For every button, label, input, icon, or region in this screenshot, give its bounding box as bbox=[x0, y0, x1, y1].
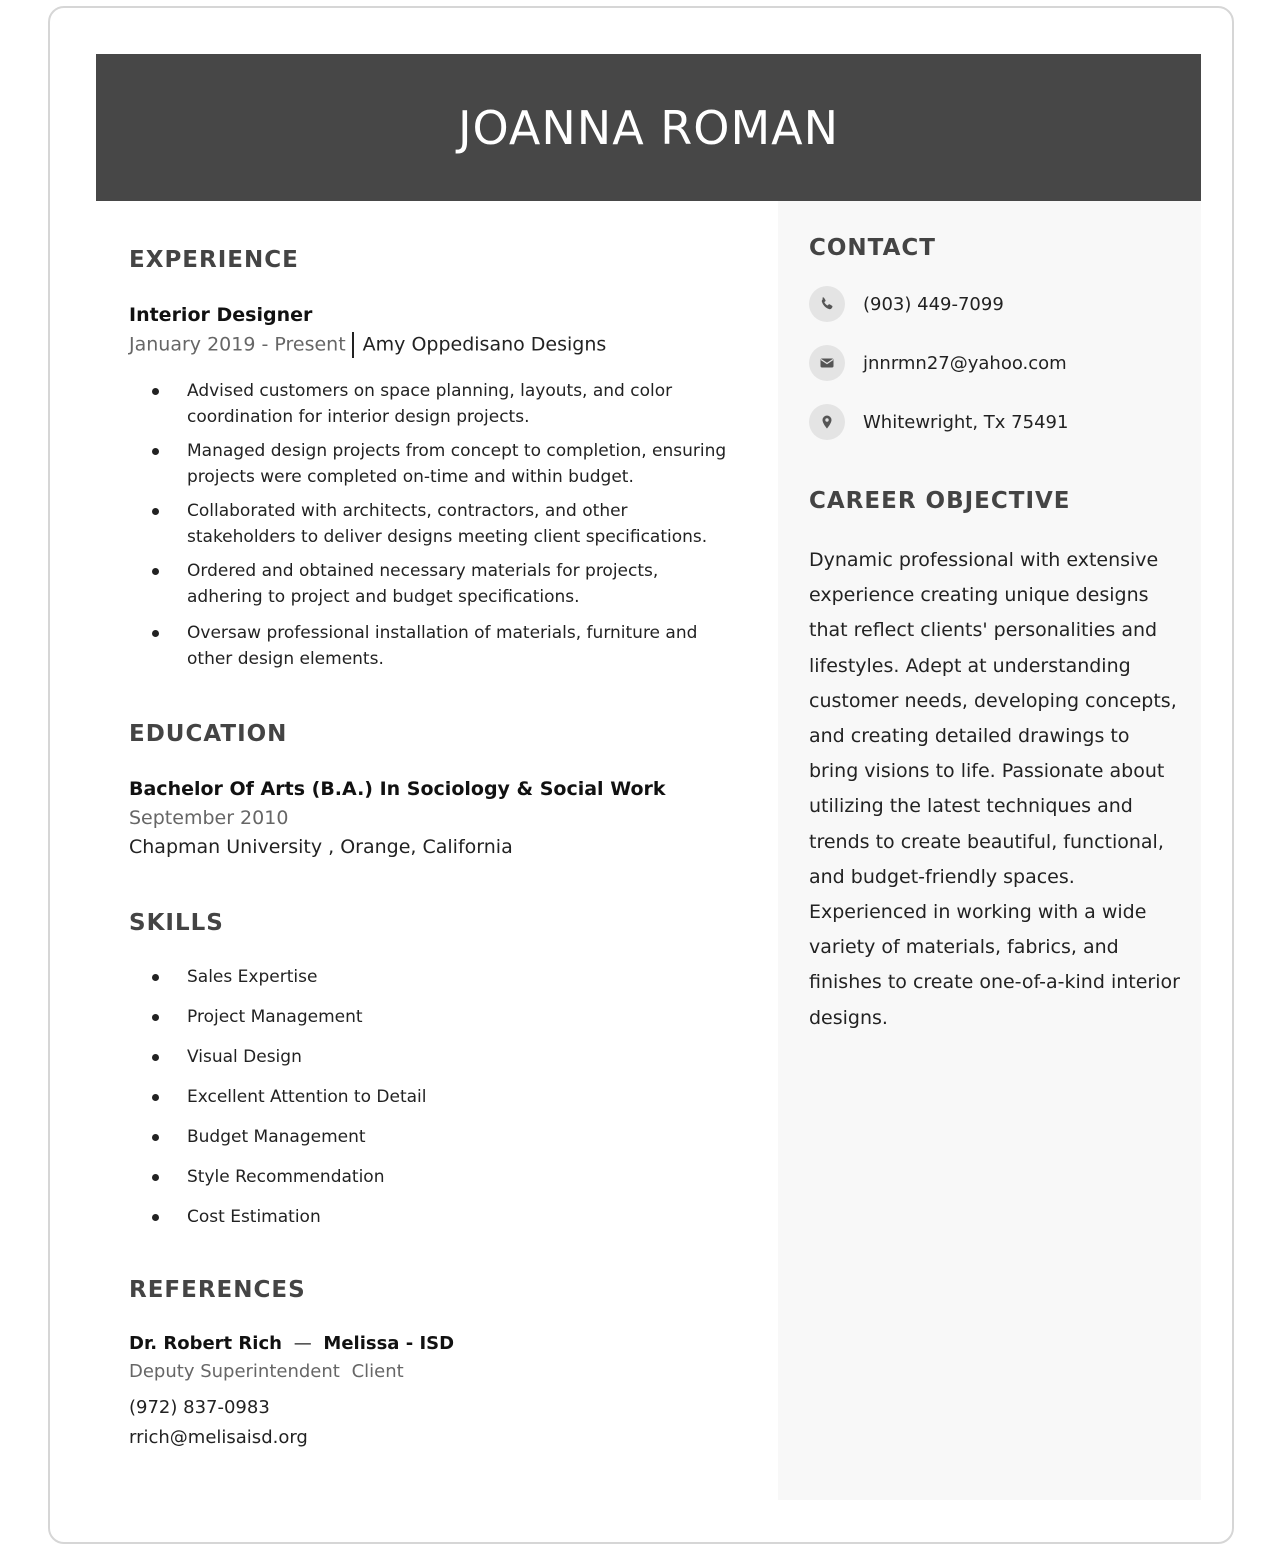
reference-relation: Client bbox=[351, 1361, 404, 1382]
experience-heading: EXPERIENCE bbox=[129, 247, 299, 273]
contact-phone: (903) 449-7099 bbox=[863, 293, 1004, 315]
list-item: Advised customers on space planning, layouts, and color coordination for interior design projects. bbox=[129, 378, 739, 430]
contact-location-row bbox=[809, 404, 1068, 440]
contact-location: Whitewright, Tx 75491 bbox=[863, 411, 1069, 433]
list-item: Style Recommendation bbox=[129, 1164, 739, 1190]
contact-email: jnnrmn27@yahoo.com bbox=[863, 352, 1067, 374]
list-item: Sales Expertise bbox=[129, 964, 739, 990]
job-meta bbox=[129, 332, 606, 358]
job-title: Interior Designer bbox=[129, 304, 313, 326]
reference-email: rrich@melisaisd.org bbox=[129, 1427, 308, 1448]
objective-text: Dynamic professional with extensive experience creating unique designs that reflect clients' personalities and lifestyles. Adept at understanding customer needs, developing concepts, and creating detailed drawings to bring visions to life. Passionate about utilizing the latest techniques and trends to create beautiful, functional, and budget-friendly spaces. Experienced in working with a wide variety of materials, fabrics, and finishes to create one-of-a-kind interior designs. bbox=[809, 549, 1180, 1029]
envelope-icon bbox=[809, 345, 845, 381]
reference-name-line bbox=[129, 1333, 454, 1354]
job-dates: January 2019 - Present bbox=[129, 333, 346, 356]
reference-phone: (972) 837-0983 bbox=[129, 1397, 270, 1418]
skills-heading: SKILLS bbox=[129, 910, 224, 936]
list-item: Excellent Attention to Detail bbox=[129, 1084, 739, 1110]
reference-org: Melissa - ISD bbox=[323, 1333, 455, 1354]
reference-role-line bbox=[129, 1361, 404, 1382]
list-item: Cost Estimation bbox=[129, 1204, 739, 1230]
degree: Bachelor Of Arts (B.A.) In Sociology & Social Work bbox=[129, 778, 666, 800]
list-item: Project Management bbox=[129, 1004, 739, 1030]
list-item: Managed design projects from concept to completion, ensuring projects were completed on-time and within budget. bbox=[129, 438, 739, 490]
objective-heading: CAREER OBJECTIVE bbox=[809, 488, 1071, 514]
list-item: Ordered and obtained necessary materials for projects, adhering to project and budget specifications. bbox=[129, 558, 739, 610]
education-heading: EDUCATION bbox=[129, 721, 288, 747]
list-item: Oversaw professional installation of materials, furniture and other design elements. bbox=[129, 620, 739, 672]
skills-list bbox=[129, 964, 739, 1230]
list-item: Collaborated with architects, contractors, and other stakeholders to deliver designs meeting client specifications. bbox=[129, 498, 739, 550]
location-pin-icon bbox=[809, 404, 845, 440]
education-date: September 2010 bbox=[129, 807, 289, 829]
reference-dash: — bbox=[293, 1333, 312, 1354]
references-heading: REFERENCES bbox=[129, 1277, 306, 1303]
contact-heading: CONTACT bbox=[809, 235, 936, 261]
candidate-name: JOANNA ROMAN bbox=[457, 100, 840, 155]
list-item: Budget Management bbox=[129, 1124, 739, 1150]
list-item: Visual Design bbox=[129, 1044, 739, 1070]
job-company: Amy Oppedisano Designs bbox=[362, 333, 607, 356]
meta-separator bbox=[352, 332, 354, 358]
contact-email-row bbox=[809, 345, 1067, 381]
reference-name: Dr. Robert Rich bbox=[129, 1333, 282, 1354]
resume-header bbox=[96, 54, 1201, 201]
contact-phone-row bbox=[809, 286, 1004, 322]
experience-bullets bbox=[129, 378, 739, 672]
reference-role: Deputy Superintendent bbox=[129, 1361, 340, 1382]
phone-icon bbox=[809, 286, 845, 322]
school: Chapman University , Orange, California bbox=[129, 836, 513, 858]
